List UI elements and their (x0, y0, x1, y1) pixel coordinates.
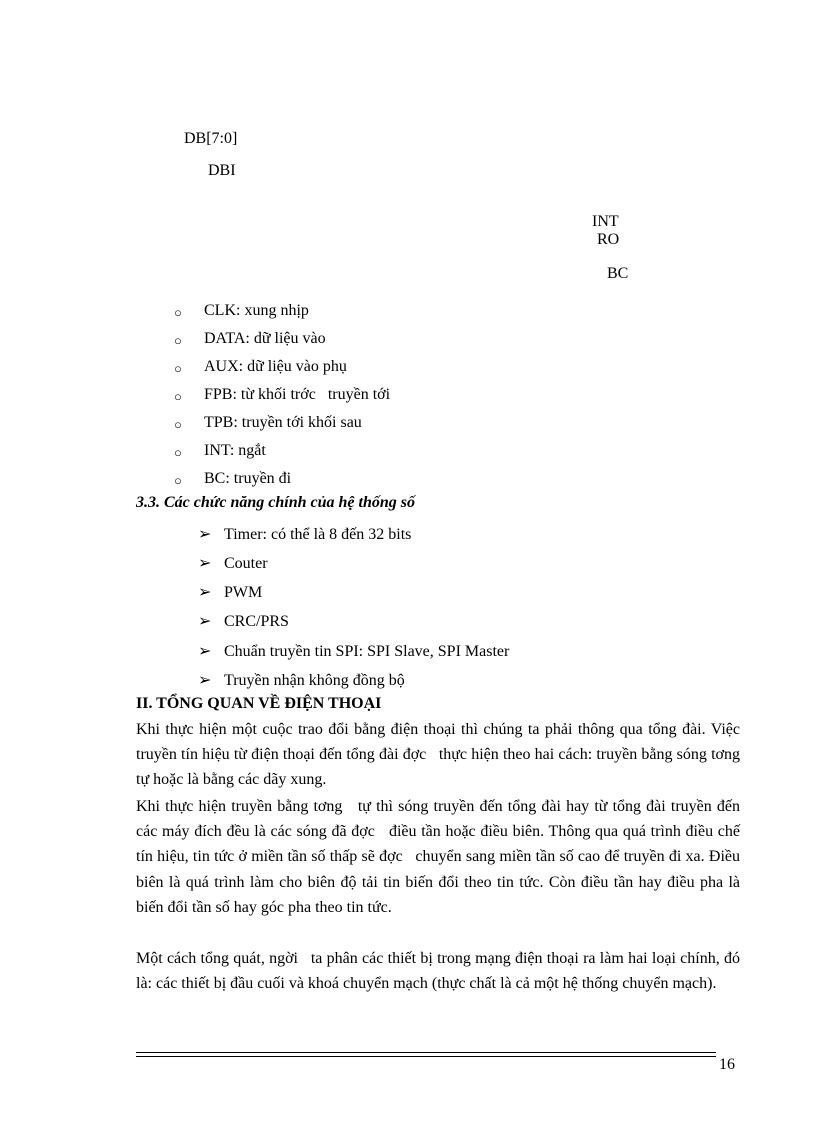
list-item-text: AUX: dữ liệu vào phụ (204, 358, 347, 375)
arrow-bullet-icon: ➢ (198, 555, 212, 572)
circle-bullet-icon: ○ (174, 305, 182, 320)
circle-bullet-icon: ○ (174, 473, 182, 488)
circle-bullet-icon: ○ (174, 389, 182, 404)
list-item-text: DATA: dữ liệu vào (204, 330, 326, 347)
footer-rule-bottom (136, 1056, 716, 1057)
list-item-text: Chuẩn truyền tin SPI: SPI Slave, SPI Master (224, 643, 510, 660)
list-item-text: CRC/PRS (224, 613, 289, 630)
arrow-bullet-icon: ➢ (198, 643, 212, 660)
list-item-text: Couter (224, 555, 268, 572)
arrow-bullet-icon: ➢ (198, 672, 212, 689)
circle-bullet-icon: ○ (174, 333, 182, 348)
circle-bullet-icon: ○ (174, 445, 182, 460)
list-item-text: CLK: xung nhịp (204, 302, 309, 319)
paragraph-3: Một cách tổng quát, ngời ta phân các thiết bị trong mạng điện thoại ra làm hai loại chính, đó là: các thiết bị đầu cuối và khoá chuyển mạch (thực chất là cả một hệ thống chuyển mạch). (136, 950, 744, 993)
label-dbi: DBI (208, 162, 236, 179)
section-heading-ii: II. TỔNG QUAN VỀ ĐIỆN THOẠI (136, 695, 382, 712)
paragraph-2: Khi thực hiện truyền bằng tơng tự thì sóng truyền đến tổng đài hay từ tổng đài truyền đến các máy đích đều là các sóng đã đợc điều tần hoặc điều biên. Thông qua quá trình điều chế tín hiệu, tin tức ở miền tần số thấp sẽ đợc chuyển sang miền tần số cao để truyền đi xa. Điều biên là quá trình làm cho biên độ tải tin biến đổi theo tin tức. Còn điều tần hay điều pha là biến đổi tần số hay góc pha theo tin tức. (136, 798, 744, 916)
arrow-bullet-icon: ➢ (198, 526, 212, 543)
circle-bullet-icon: ○ (174, 361, 182, 376)
list-item-text: Truyền nhận không đồng bộ (224, 672, 405, 689)
list-item-text: TPB: truyền tới khối sau (204, 414, 362, 431)
arrow-bullet-icon: ➢ (198, 584, 212, 601)
label-ro: RO (597, 231, 620, 248)
list-item-text: INT: ngắt (204, 442, 266, 459)
label-int: INT (592, 213, 619, 230)
list-item-text: PWM (224, 584, 263, 601)
arrow-bullet-icon: ➢ (198, 613, 212, 630)
list-item-text: Timer: có thể là 8 đến 32 bits (224, 526, 412, 543)
circle-bullet-icon: ○ (174, 417, 182, 432)
page-number: 16 (719, 1056, 735, 1073)
list-item-text: FPB: từ khối trớc truyền tới (204, 386, 391, 403)
section-heading-3-3: 3.3. Các chức năng chính của hệ thống số (136, 494, 415, 511)
list-item-text: BC: truyền đi (204, 470, 292, 487)
label-db70: DB[7:0] (184, 130, 238, 147)
label-bc: BC (607, 265, 629, 282)
footer-rule-top (136, 1052, 716, 1053)
paragraph-1: Khi thực hiện một cuộc trao đổi bằng điện thoại thì chúng ta phải thông qua tổng đài. Việc truyền tín hiệu từ điện thoại đến tổng đài đợc thực hiện theo hai cách: truyền bằng sóng tơng tự hoặc là bằng các dãy xung. (136, 721, 752, 789)
